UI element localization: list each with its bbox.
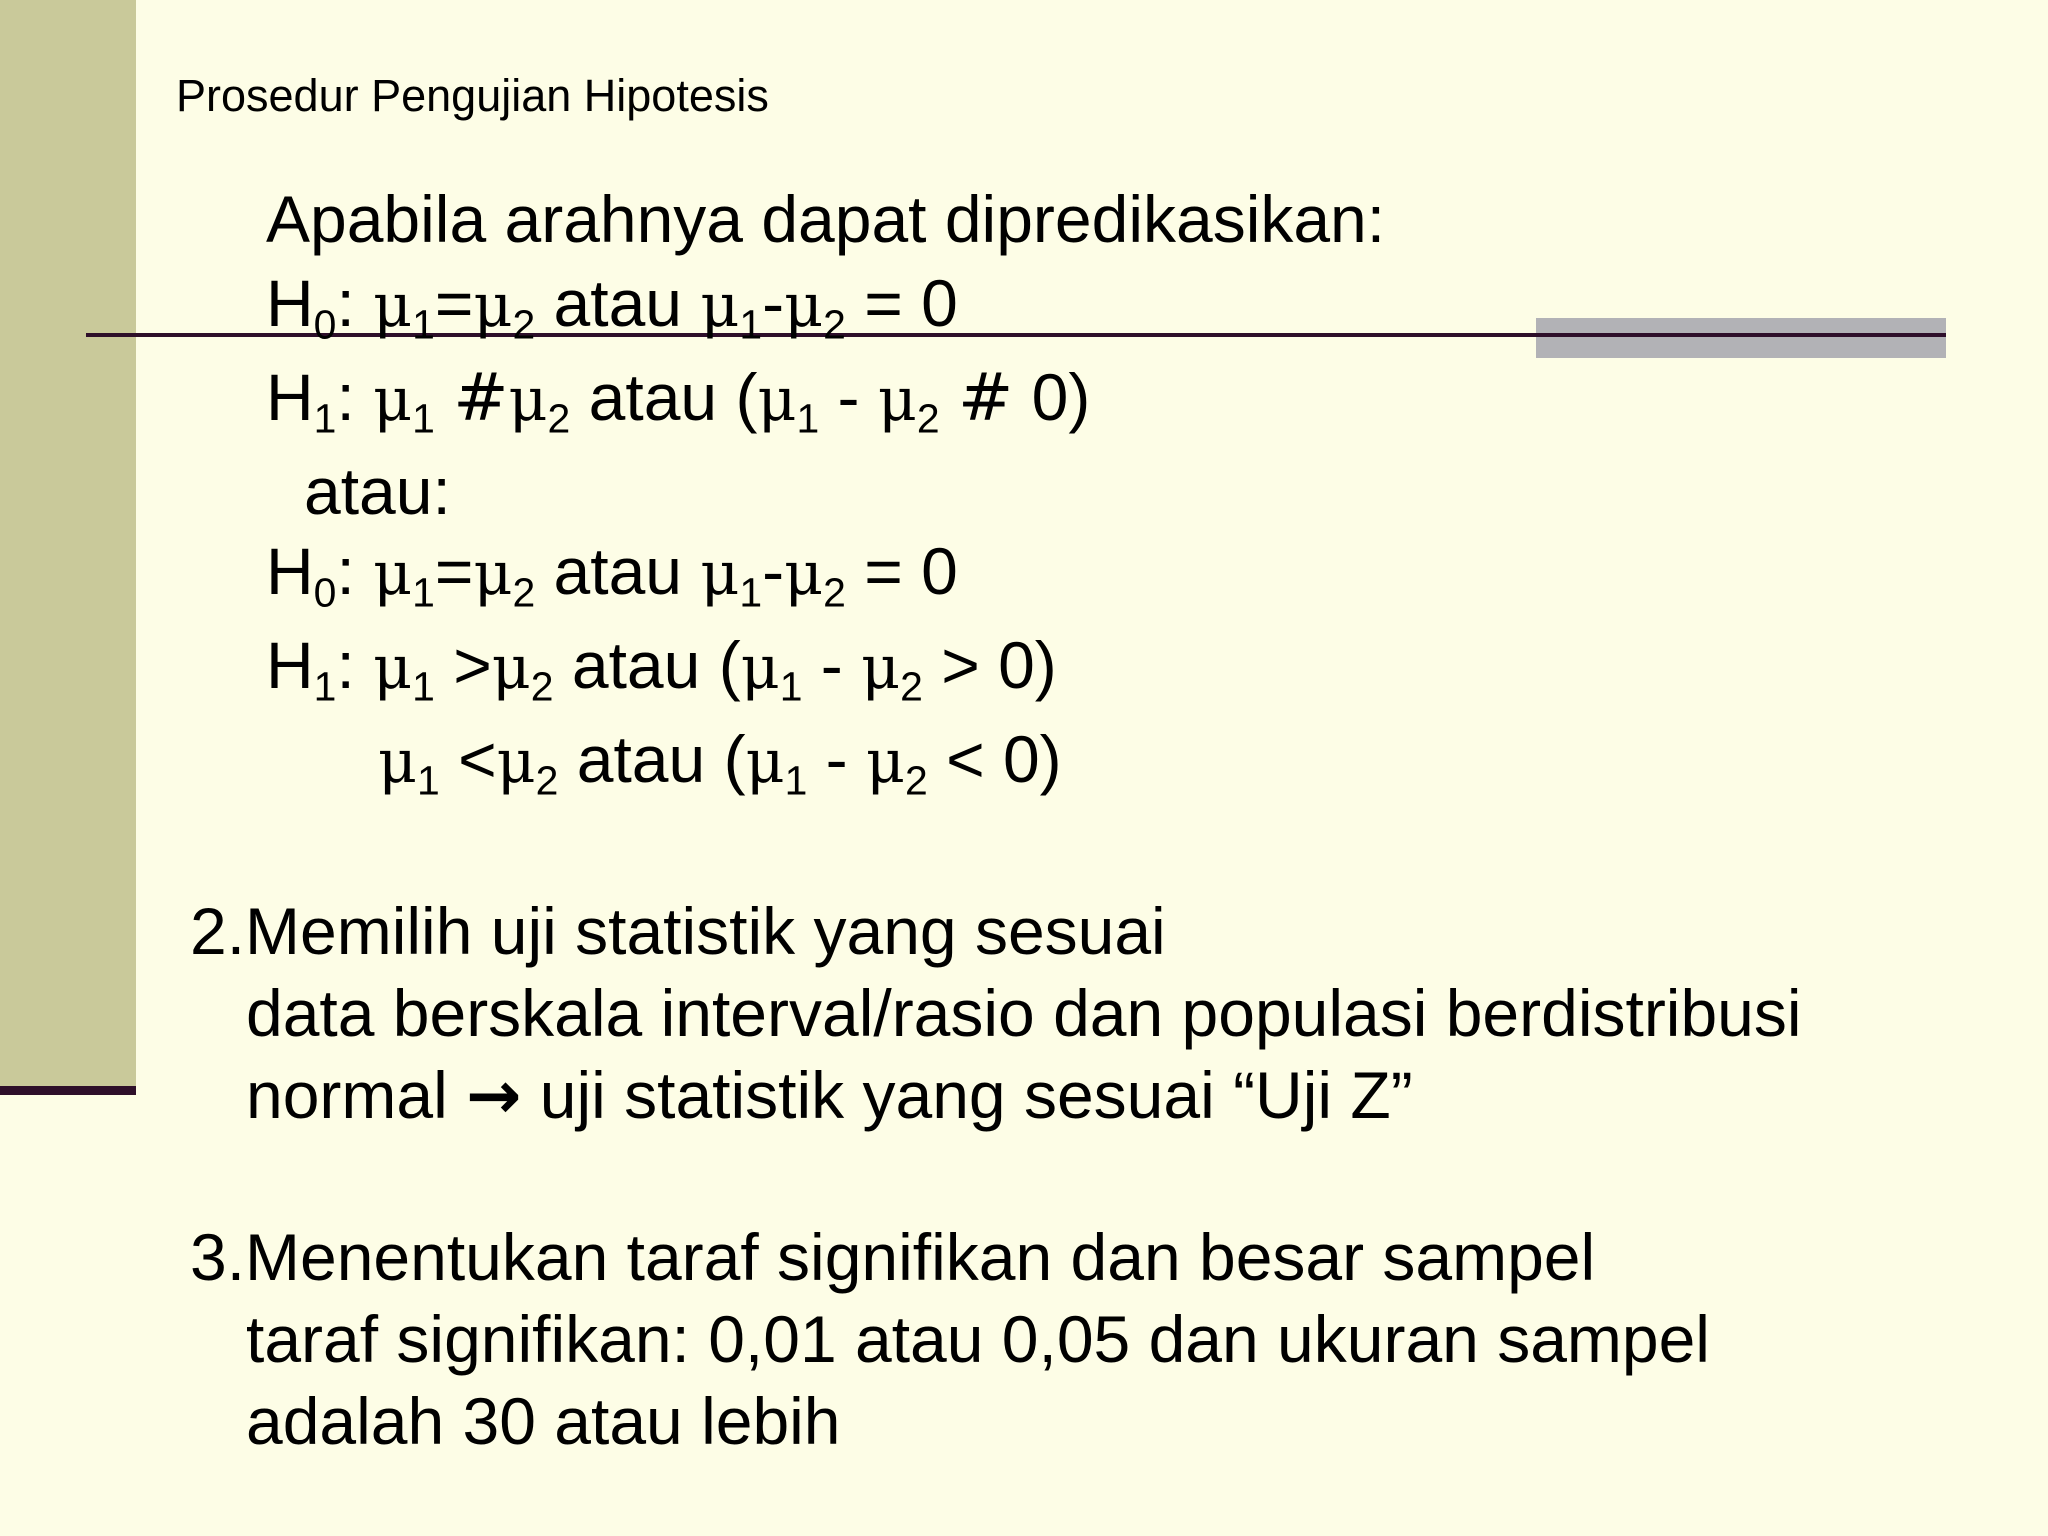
subscript: 2 xyxy=(535,757,559,804)
h1-equation-3 xyxy=(378,722,1062,804)
mu-symbol: μ xyxy=(865,727,905,797)
less-than: < xyxy=(946,722,985,796)
subscript: 1 xyxy=(779,663,803,710)
minus: - xyxy=(819,360,878,434)
greater-than: > xyxy=(941,628,980,702)
subscript: 2 xyxy=(512,301,536,348)
greater-than: > xyxy=(453,628,492,702)
subscript: 2 xyxy=(916,395,940,442)
side-divider xyxy=(0,1086,136,1095)
h1-equation-2 xyxy=(266,628,1057,710)
mu-symbol: μ xyxy=(373,271,413,341)
subscript: 1 xyxy=(412,301,435,348)
step2-line1: data berskala interval/rasio dan populasi berdistribusi xyxy=(246,976,1802,1050)
colon: : xyxy=(336,628,355,702)
h-symbol: H xyxy=(266,360,314,434)
mu-symbol: μ xyxy=(491,633,531,703)
mu-symbol: μ xyxy=(373,633,413,703)
mu-symbol: μ xyxy=(473,539,513,609)
not-equal-hash: # xyxy=(453,359,509,436)
h0-equation-1 xyxy=(266,266,958,348)
less-than: < xyxy=(458,722,497,796)
subscript: 2 xyxy=(530,663,554,710)
subscript: 1 xyxy=(412,663,435,710)
step3-heading: 3.Menentukan taraf signifikan dan besar sampel xyxy=(190,1220,1596,1294)
step2-heading: 2.Memilih uji statistik yang sesuai xyxy=(190,894,1166,968)
colon: : xyxy=(336,360,355,434)
subscript: 1 xyxy=(313,395,337,442)
mu-symbol: μ xyxy=(861,633,901,703)
zero-close: 0) xyxy=(1013,360,1091,434)
mu-symbol: μ xyxy=(784,271,824,341)
subscript: 1 xyxy=(739,569,763,616)
equals: = xyxy=(434,534,474,608)
atau-word: atau xyxy=(553,266,683,340)
subscript: 1 xyxy=(739,301,763,348)
not-equal-hash: # xyxy=(957,359,1014,436)
h1-equation-1 xyxy=(266,359,1091,442)
h-symbol: H xyxy=(266,266,314,340)
zero-close: 0) xyxy=(984,722,1062,796)
subscript: 2 xyxy=(823,301,846,348)
step3-line2: adalah 30 atau lebih xyxy=(246,1384,841,1458)
colon: : xyxy=(336,534,355,608)
subscript: 1 xyxy=(796,395,820,442)
step2-uji-text: uji statistik yang sesuai “Uji Z” xyxy=(539,1058,1413,1132)
mu-symbol: μ xyxy=(745,727,785,797)
equals-zero: = 0 xyxy=(864,266,958,340)
step2-normal-text: normal xyxy=(246,1058,448,1132)
zero-close: 0) xyxy=(979,628,1057,702)
atau-word: atau xyxy=(571,628,701,702)
intro-text: Apabila arahnya dapat dipredikasikan: xyxy=(266,182,1386,256)
h0-equation-2 xyxy=(266,534,958,616)
minus: - xyxy=(807,722,866,796)
mu-symbol: μ xyxy=(700,271,740,341)
h-symbol: H xyxy=(266,628,314,702)
atau-label: atau: xyxy=(304,454,451,528)
subscript: 2 xyxy=(823,569,846,616)
step3-line1: taraf signifikan: 0,01 atau 0,05 dan ukuran sampel xyxy=(246,1302,1710,1376)
open-paren: ( xyxy=(723,722,746,796)
subscript: 0 xyxy=(313,301,337,348)
mu-symbol: μ xyxy=(378,727,417,797)
subscript: 1 xyxy=(313,663,337,710)
atau-word: atau xyxy=(588,360,718,434)
open-paren: ( xyxy=(735,360,758,434)
minus: - xyxy=(762,266,785,340)
mu-symbol: μ xyxy=(877,365,917,435)
subscript: 1 xyxy=(784,757,808,804)
mu-symbol: μ xyxy=(508,365,548,435)
subscript: 2 xyxy=(900,663,923,710)
mu-symbol: μ xyxy=(496,727,536,797)
h-symbol: H xyxy=(266,534,314,608)
subscript: 0 xyxy=(313,569,337,616)
mu-symbol: μ xyxy=(757,365,797,435)
subscript: 1 xyxy=(412,569,435,616)
mu-symbol: μ xyxy=(700,539,740,609)
atau-word: atau xyxy=(553,534,683,608)
minus: - xyxy=(762,534,785,608)
equals-zero: = 0 xyxy=(864,534,958,608)
colon: : xyxy=(336,266,355,340)
title-accent-bar xyxy=(1536,318,1946,358)
equals: = xyxy=(434,266,474,340)
subscript: 2 xyxy=(512,569,536,616)
atau-word: atau xyxy=(576,722,706,796)
mu-symbol: μ xyxy=(373,365,413,435)
side-bar xyxy=(0,0,136,1086)
slide-title: Prosedur Pengujian Hipotesis xyxy=(176,70,769,121)
subscript: 2 xyxy=(904,757,928,804)
open-paren: ( xyxy=(718,628,741,702)
mu-symbol: μ xyxy=(373,539,413,609)
arrow-right-icon: → xyxy=(466,1057,522,1134)
minus: - xyxy=(802,628,862,702)
step2-line2 xyxy=(246,1057,1413,1134)
subscript: 2 xyxy=(547,395,571,442)
mu-symbol: μ xyxy=(784,539,824,609)
subscript: 1 xyxy=(417,757,440,804)
mu-symbol: μ xyxy=(740,633,780,703)
mu-symbol: μ xyxy=(473,271,513,341)
subscript: 1 xyxy=(412,395,435,442)
